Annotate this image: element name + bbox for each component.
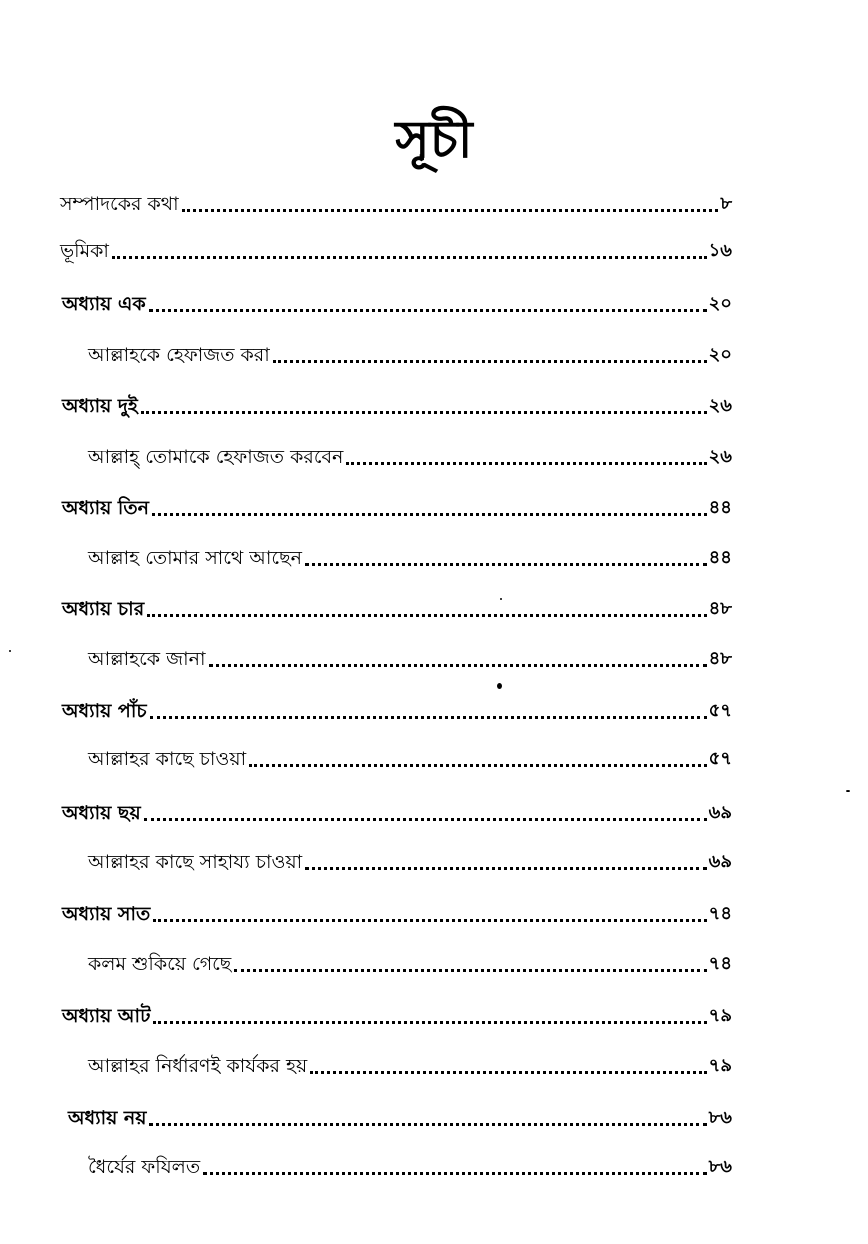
toc-section-3[interactable] <box>88 541 732 571</box>
toc-chapter-label: অধ্যায় সাত <box>62 903 151 925</box>
toc-chapter-label: অধ্যায় পাঁচ <box>62 700 147 722</box>
dot-leader <box>249 764 707 767</box>
toc-chapter-3[interactable] <box>62 491 732 521</box>
toc-entry-label: আল্লাহ্ তোমাকে হেফাজত করবেন <box>88 446 344 468</box>
toc-entry-page: ৫৭ <box>708 700 732 721</box>
dot-leader <box>150 716 707 719</box>
toc-entry-page: ৮ <box>720 193 732 214</box>
dot-leader <box>273 360 707 363</box>
toc-chapter-label: অধ্যায় ছয় <box>62 802 141 824</box>
toc-entry-introduction[interactable] <box>60 234 732 264</box>
dot-leader <box>144 818 707 821</box>
toc-entry-page: ৮৬ <box>708 1156 732 1177</box>
dot-leader <box>149 309 707 312</box>
toc-chapter-1[interactable] <box>62 287 732 317</box>
toc-entry-page: ২৬ <box>708 395 732 416</box>
toc-entry-page: ৬৯ <box>708 802 732 823</box>
toc-chapter-8[interactable] <box>62 999 732 1029</box>
toc-chapter-label: অধ্যায় তিন <box>62 497 149 519</box>
toc-entry-page: ৪৮ <box>708 598 732 619</box>
toc-entry-page: ৭৯ <box>708 1055 732 1076</box>
toc-entry-label: আল্লাহকে জানা <box>88 648 206 670</box>
toc-entry-page: ১৬ <box>708 240 732 261</box>
toc-entry-label: আল্লাহ তোমার সাথে আছেন <box>88 547 302 569</box>
toc-entry-label: আল্লাহর কাছে সাহায্য চাওয়া <box>88 851 303 873</box>
toc-entry-page: ৭৯ <box>708 1005 732 1026</box>
scan-speck <box>500 598 502 600</box>
dot-leader <box>182 209 719 212</box>
toc-section-1[interactable] <box>88 338 732 368</box>
toc-entry-page: ২০ <box>708 293 732 314</box>
toc-chapter-7[interactable] <box>62 897 732 927</box>
toc-section-9[interactable] <box>88 1150 732 1180</box>
toc-entry-page: ৭৪ <box>708 953 732 974</box>
dot-leader <box>346 462 706 465</box>
toc-section-8[interactable] <box>88 1049 732 1079</box>
dot-leader <box>209 664 707 667</box>
toc-entry-page: ৮৬ <box>708 1107 732 1128</box>
dot-leader <box>141 411 707 414</box>
dot-leader <box>149 1123 706 1126</box>
toc-section-7[interactable] <box>88 947 732 977</box>
toc-section-4[interactable] <box>88 642 732 672</box>
toc-chapter-label: অধ্যায় আট <box>62 1005 151 1027</box>
page-title: সূচী <box>395 110 473 170</box>
dot-leader <box>203 1172 707 1175</box>
toc-entry-label: ধৈর্যের ফযিলত <box>88 1156 201 1178</box>
toc-entry-label: আল্লাহর নির্ধারণই কার্যকর হয় <box>88 1055 308 1077</box>
toc-section-5[interactable] <box>88 742 732 772</box>
toc-entry-editors-note[interactable] <box>60 187 732 217</box>
toc-entry-page: ৪৪ <box>708 547 732 568</box>
scan-speck <box>497 683 502 689</box>
dot-leader <box>147 614 706 617</box>
toc-entry-label: আল্লাহর কাছে চাওয়া <box>88 748 247 770</box>
toc-chapter-label: অধ্যায় দুই <box>62 395 138 417</box>
scan-speck <box>9 650 11 652</box>
toc-chapter-label: অধ্যায় এক <box>62 293 146 315</box>
toc-entry-page: ২০ <box>708 344 732 365</box>
dot-leader <box>153 1021 706 1024</box>
dot-leader <box>153 919 706 922</box>
toc-chapter-5[interactable] <box>62 694 732 724</box>
toc-chapter-label: অধ্যায় নয় <box>68 1107 147 1129</box>
toc-entry-label: আল্লাহকে হেফাজত করা <box>88 344 270 366</box>
toc-section-6[interactable] <box>88 845 732 875</box>
dot-leader <box>305 867 706 870</box>
toc-entry-page: ৪৪ <box>708 497 732 518</box>
toc-entry-label: সম্পাদকের কথা <box>60 193 179 215</box>
toc-entry-page: ২৬ <box>708 446 732 467</box>
toc-entry-label: কলম শুকিয়ে গেছে <box>88 953 232 975</box>
toc-entry-page: ৬৯ <box>708 851 732 872</box>
dot-leader <box>112 256 707 259</box>
toc-entry-page: ৭৪ <box>708 903 732 924</box>
toc-chapter-9[interactable] <box>68 1101 732 1131</box>
toc-entry-label: ভূমিকা <box>60 240 109 262</box>
toc-section-2[interactable] <box>88 440 732 470</box>
dot-leader <box>305 563 707 566</box>
toc-entry-page: ৫৭ <box>708 748 732 769</box>
toc-chapter-2[interactable] <box>62 389 732 419</box>
dot-leader <box>310 1071 706 1074</box>
toc-chapter-label: অধ্যায় চার <box>62 598 145 620</box>
toc-entry-page: ৪৮ <box>708 648 732 669</box>
scan-speck <box>846 790 850 792</box>
dot-leader <box>152 513 707 516</box>
dot-leader <box>234 969 706 972</box>
toc-chapter-4[interactable] <box>62 592 732 622</box>
toc-chapter-6[interactable] <box>62 796 732 826</box>
